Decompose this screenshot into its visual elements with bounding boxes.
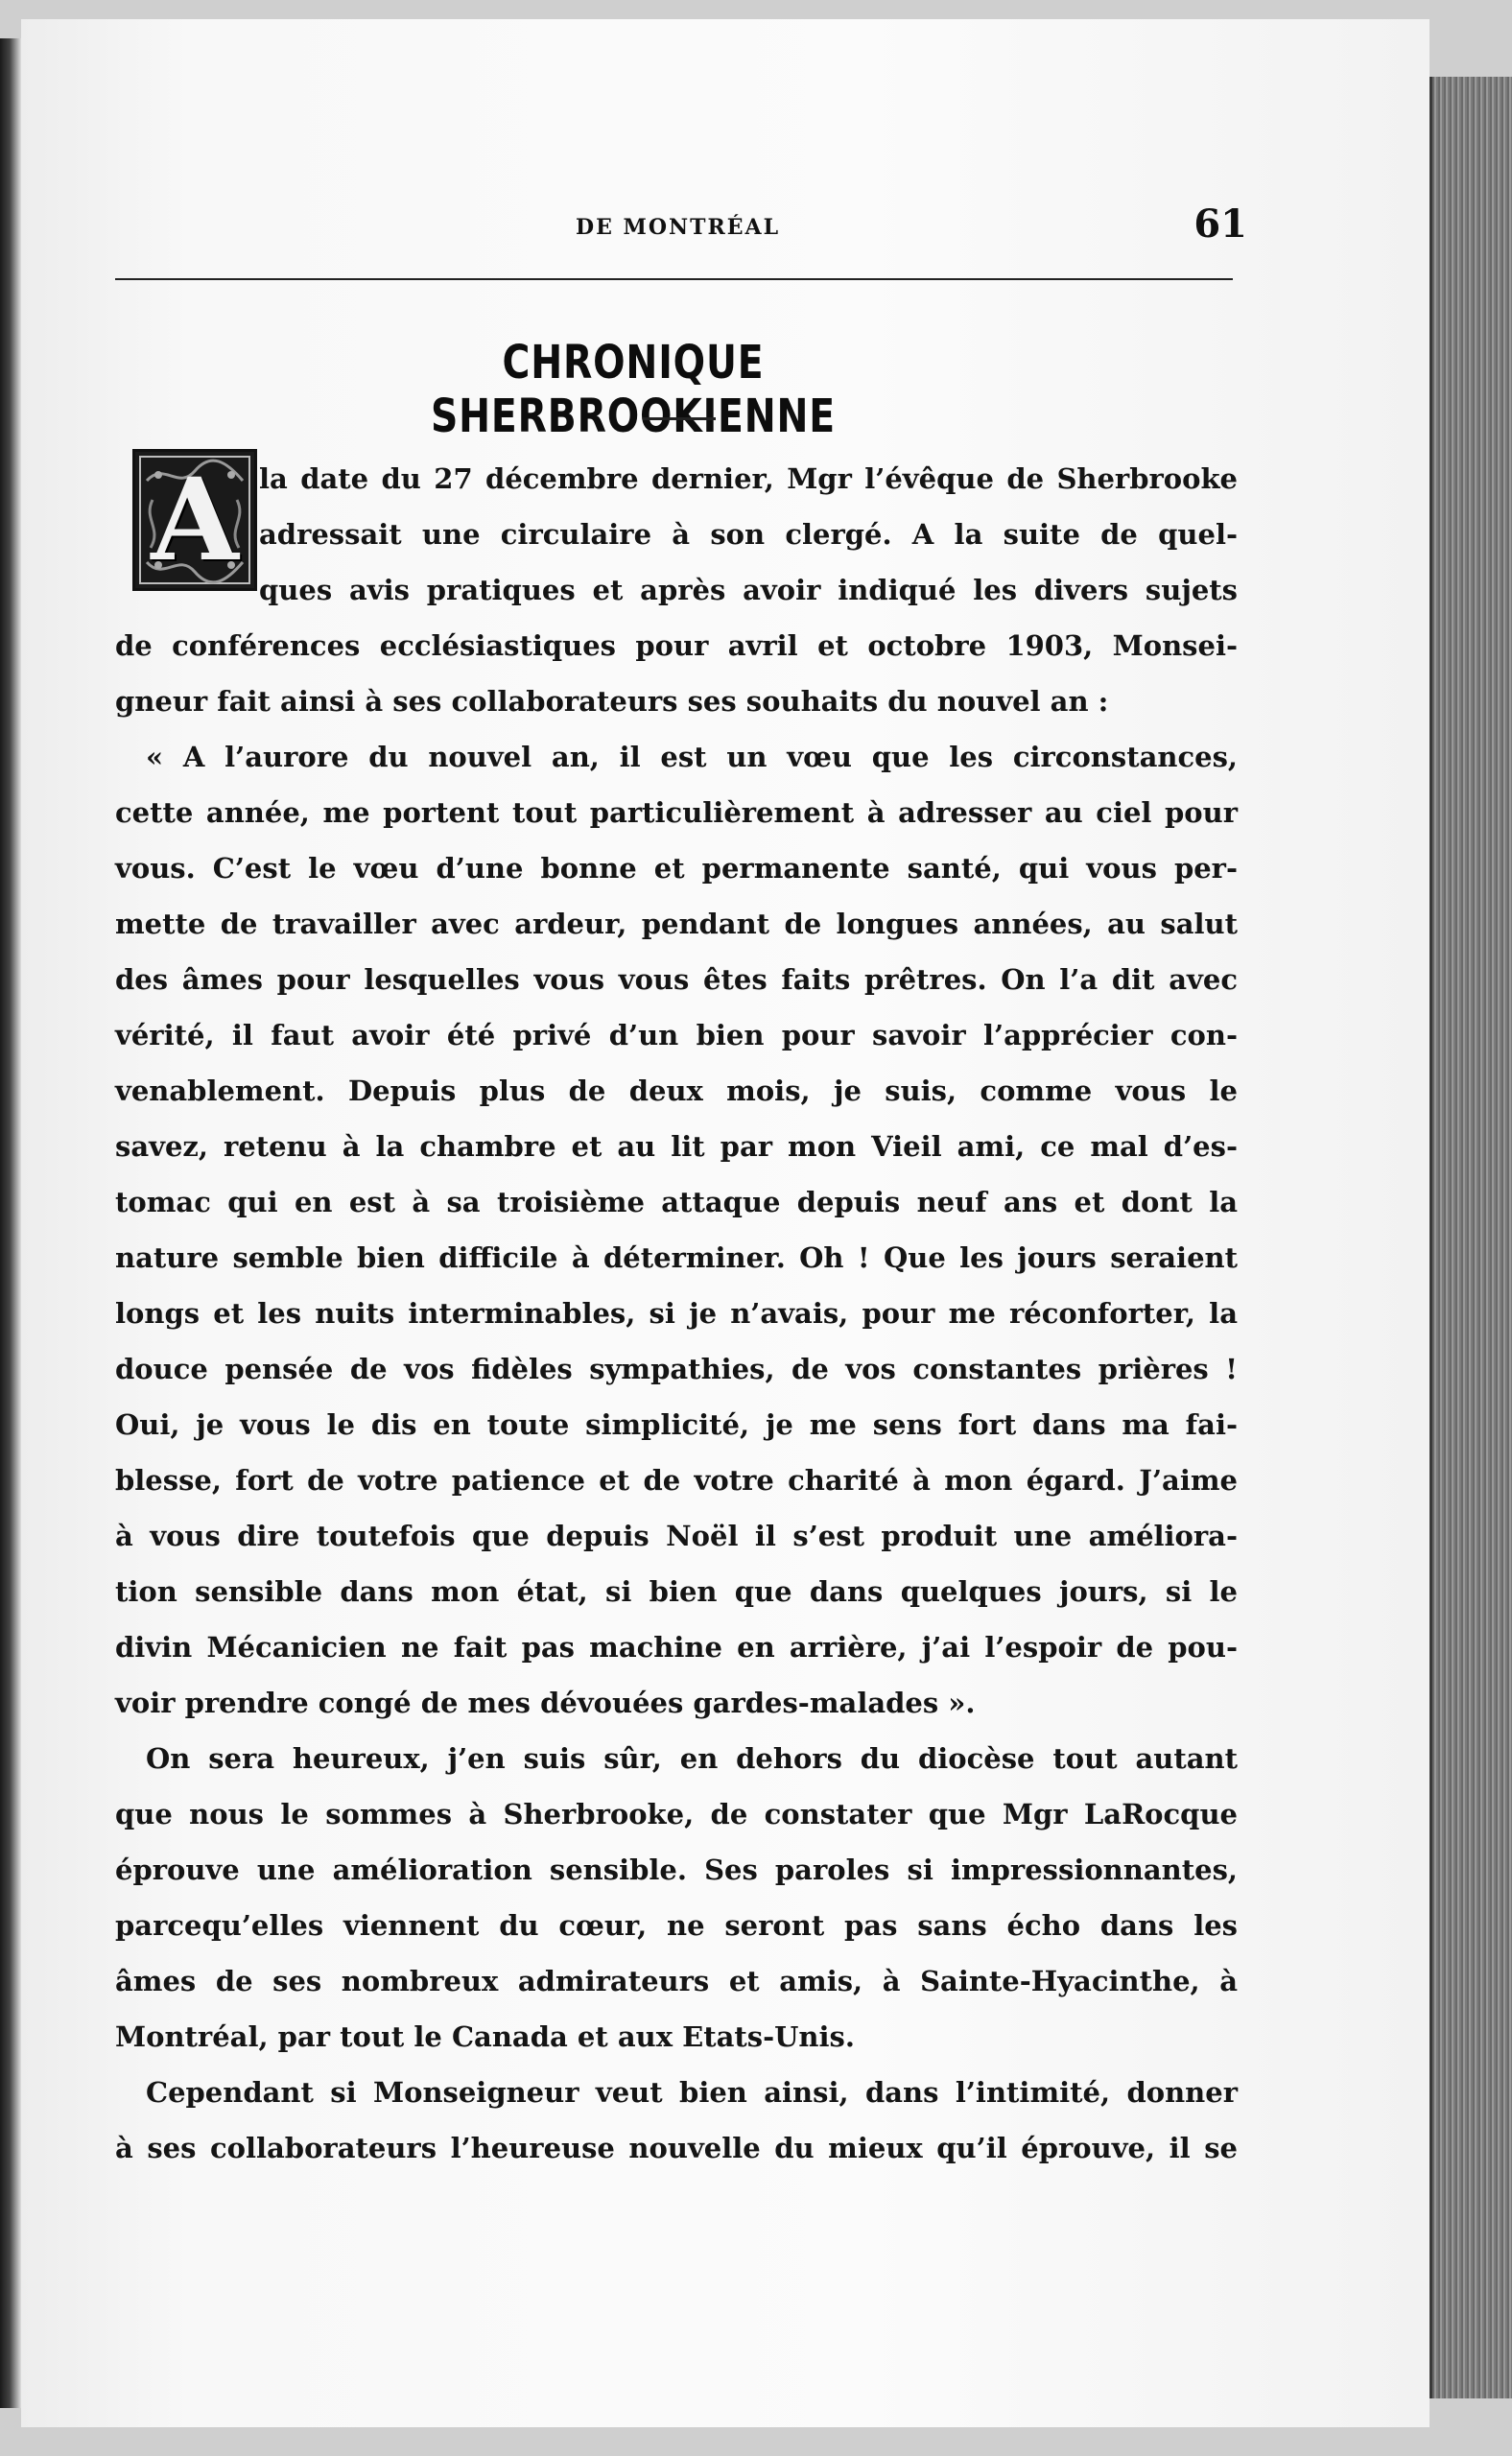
text-line: Montréal, par tout le Canada et aux Etats-Unis. — [115, 2020, 855, 2053]
text-line: « A l’aurore du nouvel an, il est un vœu que les circonstances, — [146, 741, 1238, 773]
header-rule — [115, 278, 1233, 280]
text-line: à vous dire toutefois que depuis Noël il s’est produit une améliora- — [115, 1520, 1238, 1552]
title-rule — [643, 417, 716, 420]
text-line: parcequ’elles viennent du cœur, ne seront pas sans écho dans les — [115, 1909, 1238, 1942]
chapter-title: CHRONIQUE SHERBROOKIENNE — [431, 336, 836, 443]
text-line: âmes de ses nombreux admirateurs et amis, à Sainte-Hyacinthe, à — [115, 1965, 1238, 1997]
text-line: vérité, il faut avoir été privé d’un bien pour savoir l’apprécier con- — [115, 1019, 1238, 1051]
paragraph-1 — [115, 451, 1238, 729]
text-line: cette année, me portent tout particulièrement à adresser au ciel pour — [115, 796, 1238, 829]
text-line: des âmes pour lesquelles vous vous êtes faits prêtres. On l’a dit avec — [115, 963, 1238, 996]
text-line: que nous le sommes à Sherbrooke, de constater que Mgr LaRocque — [115, 1798, 1238, 1830]
text-line: nature semble bien difficile à déterminer. Oh ! Que les jours seraient — [115, 1241, 1238, 1274]
text-line: Cependant si Monseigneur veut bien ainsi, dans l’intimité, donner — [146, 2076, 1238, 2109]
book-gutter-edge — [0, 38, 21, 2408]
page-stack-edge — [1429, 77, 1512, 2398]
text-line: tion sensible dans mon état, si bien que dans quelques jours, si le — [115, 1575, 1238, 1608]
text-line: ques avis pratiques et après avoir indiqué les divers sujets — [259, 574, 1238, 606]
running-title: DE MONTRÉAL — [576, 215, 781, 240]
page-number: 61 — [1193, 201, 1247, 247]
text-line: vous. C’est le vœu d’une bonne et permanente santé, qui vous per- — [115, 852, 1238, 885]
text-line: gneur fait ainsi à ses collaborateurs ses souhaits du nouvel an : — [115, 685, 1109, 718]
text-line: savez, retenu à la chambre et au lit par mon Vieil ami, ce mal d’es- — [115, 1130, 1238, 1163]
page-header — [115, 201, 1247, 269]
text-line: tomac qui en est à sa troisième attaque depuis neuf ans et dont la — [115, 1186, 1238, 1218]
article-body — [115, 451, 1238, 2176]
text-line: éprouve une amélioration sensible. Ses paroles si impressionnantes, — [115, 1854, 1238, 1886]
text-line: longs et les nuits interminables, si je n’avais, pour me réconforter, la — [115, 1297, 1238, 1330]
text-line: On sera heureux, j’en suis sûr, en dehors du diocèse tout autant — [146, 1742, 1238, 1775]
paragraph-3 — [115, 1731, 1238, 2065]
text-line: voir prendre congé de mes dévouées gardes-malades ». — [115, 1687, 976, 1719]
dropcap-letter: A — [151, 453, 239, 586]
paragraph-4 — [115, 2065, 1238, 2176]
paragraph-2-quote — [115, 729, 1238, 1731]
text-line: Oui, je vous le dis en toute simplicité, je me sens fort dans ma fai- — [115, 1408, 1238, 1441]
text-line: blesse, fort de votre patience et de votre charité à mon égard. J’aime — [115, 1464, 1238, 1497]
text-line: la date du 27 décembre dernier, Mgr l’évêque de Sherbrooke — [259, 462, 1238, 495]
text-line: mette de travailler avec ardeur, pendant de longues années, au salut — [115, 908, 1238, 940]
text-line: douce pensée de vos fidèles sympathies, de vos constantes prières ! — [115, 1353, 1238, 1385]
text-line: venablement. Depuis plus de deux mois, je suis, comme vous le — [115, 1074, 1238, 1107]
text-line: à ses collaborateurs l’heureuse nouvelle du mieux qu’il éprouve, il se — [115, 2132, 1238, 2164]
text-line: adressait une circulaire à son clergé. A la suite de quel- — [259, 518, 1238, 551]
text-line: de conférences ecclésiastiques pour avril et octobre 1903, Monsei- — [115, 629, 1238, 662]
text-line: divin Mécanicien ne fait pas machine en arrière, j’ai l’espoir de pou- — [115, 1631, 1238, 1664]
